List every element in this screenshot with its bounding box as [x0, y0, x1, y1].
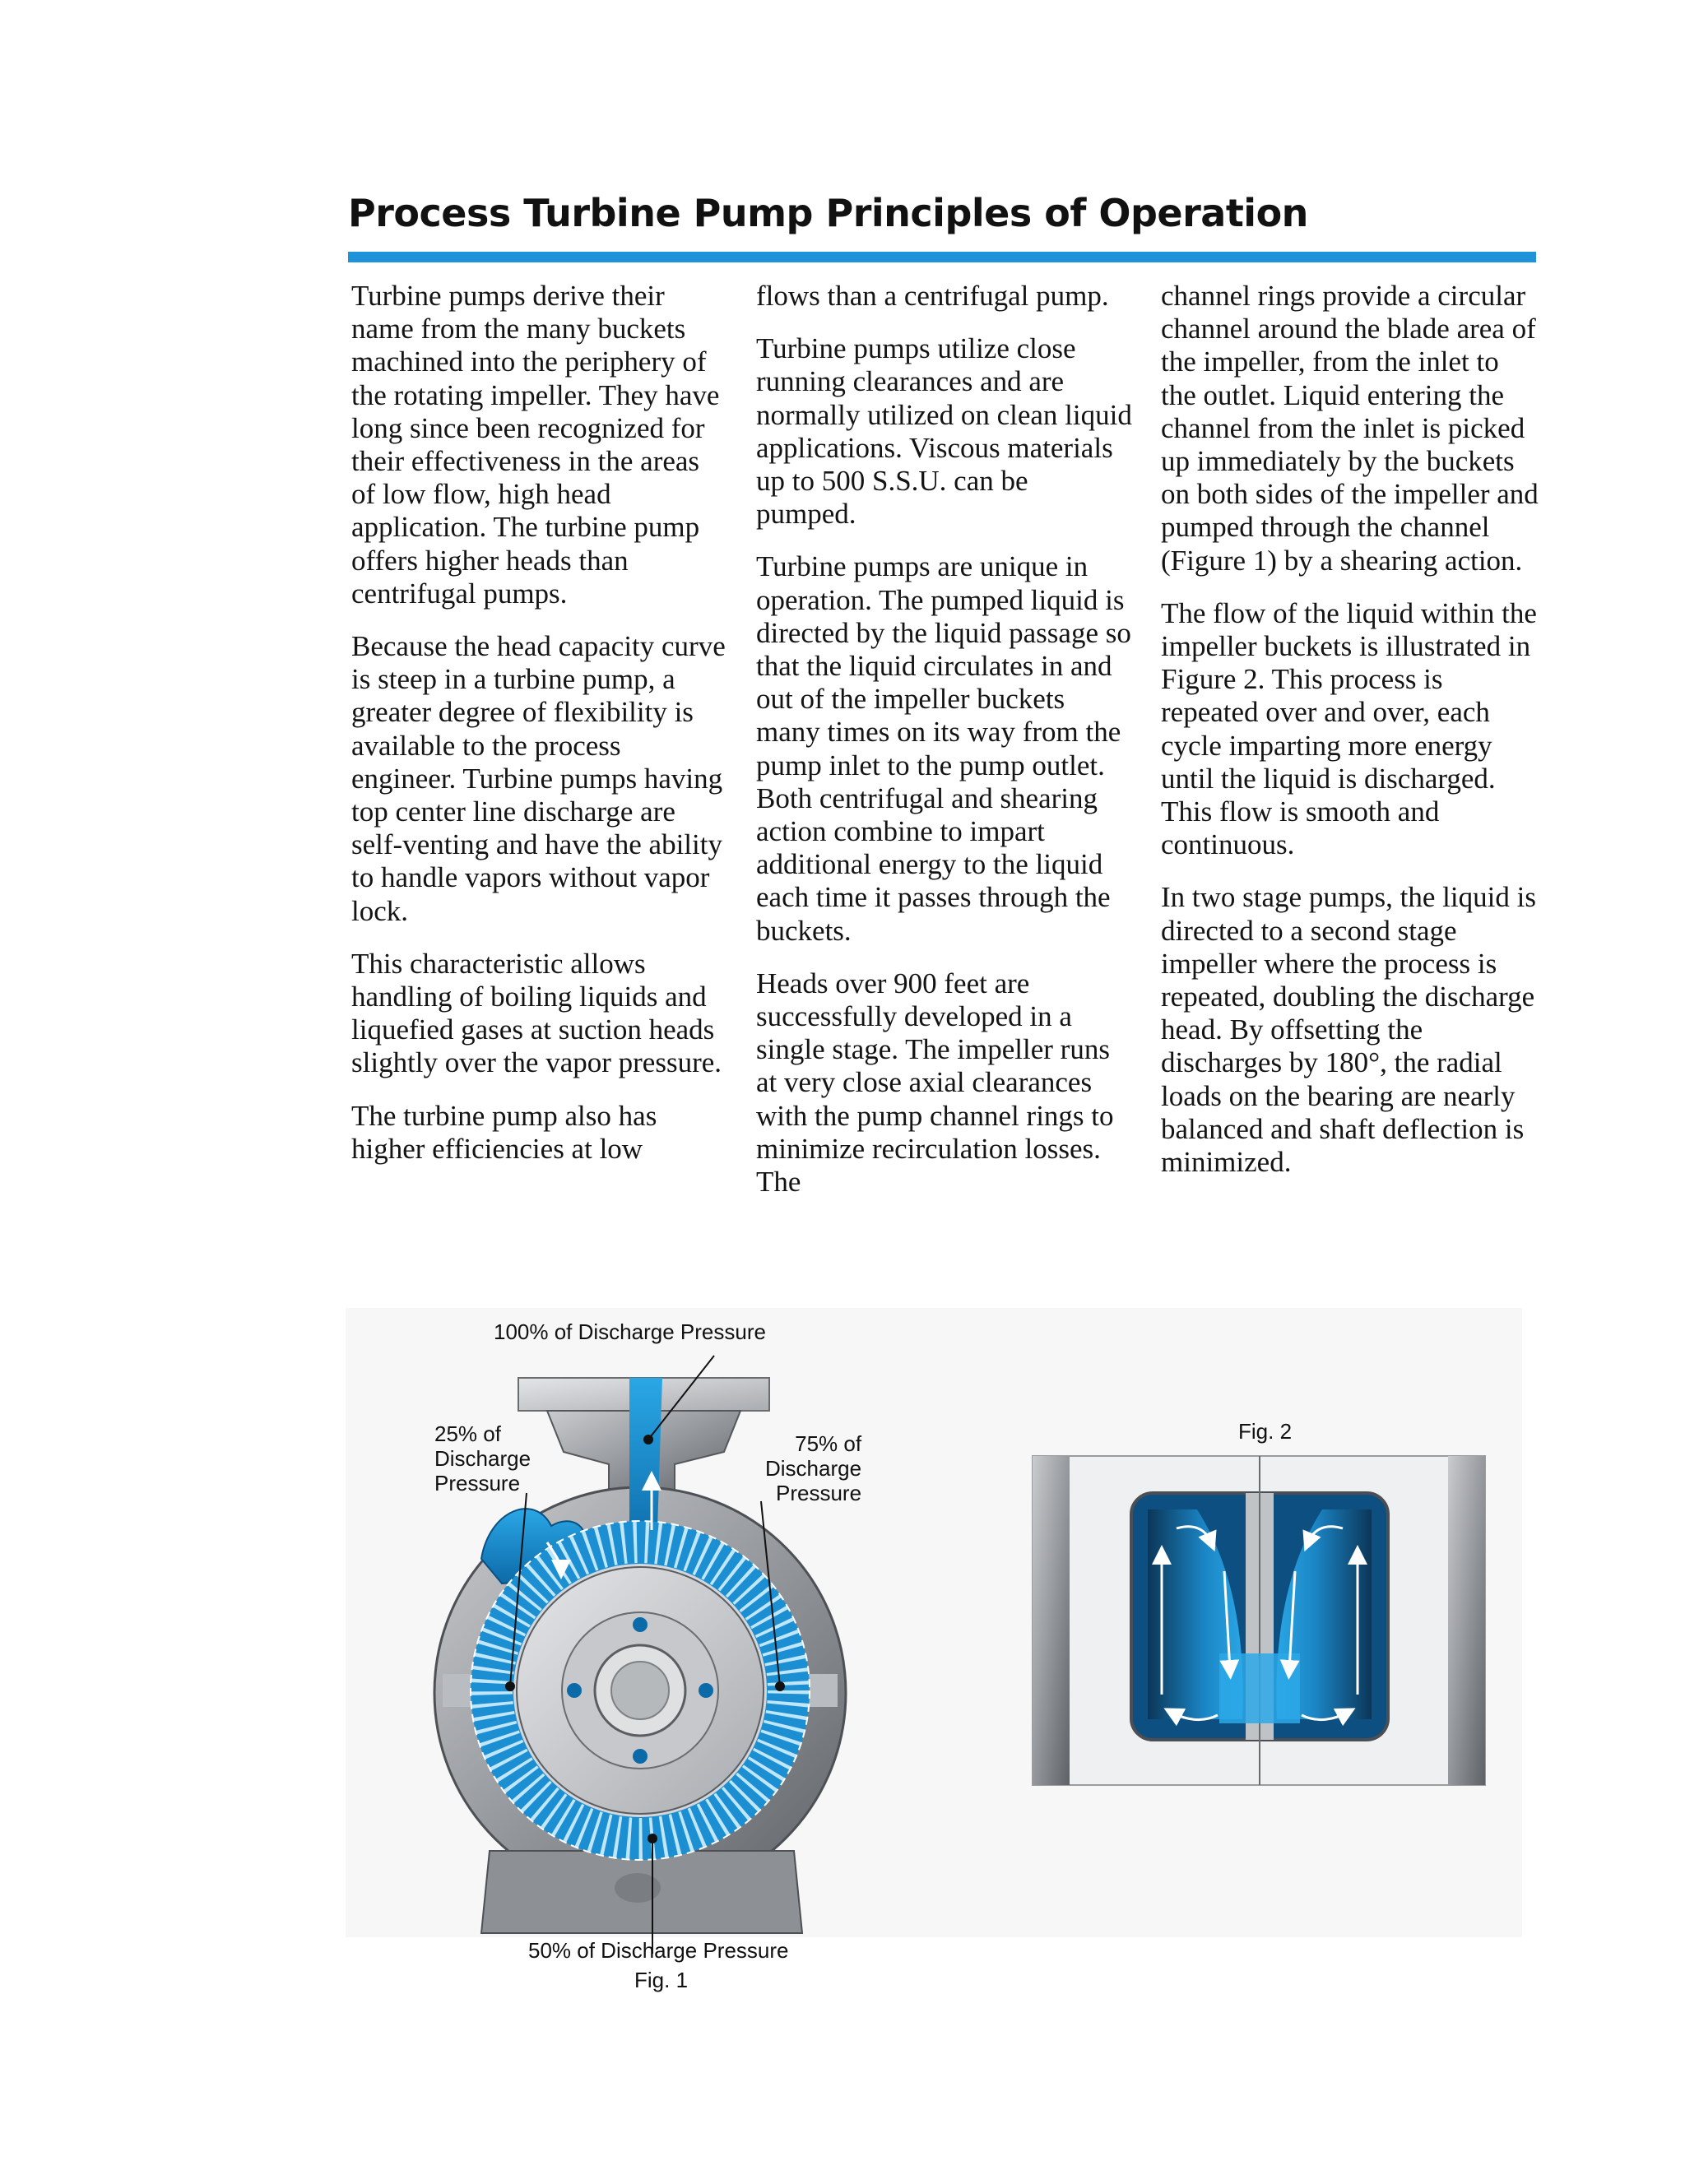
balance-hole	[633, 1749, 648, 1764]
paragraph: Turbine pumps are unique in operation. The pumped liquid is directed by the liquid passage so that the liquid circulates in and out of the impeller buckets many times on its way from the pump inlet to the pump outlet. Both centrifugal and shearing action combine to impart additional energy to the liquid each time it passes through the buckets.	[756, 550, 1131, 947]
title-rule	[348, 252, 1536, 262]
paragraph: channel rings provide a circular channel around the blade area of the impeller, from the inlet to the outlet. Liquid entering the channel from the inlet is picked up immediately by the buckets on both sides of the impeller and pumped through the channel (Figure 1) by a shearing action.	[1161, 280, 1539, 577]
paragraph: Turbine pumps utilize close running clearances and are normally utilized on clean liquid applications. Viscous materials up to 500 S.S.U. can be pumped.	[756, 332, 1132, 531]
paragraph: Heads over 900 feet are successfully developed in a single stage. The impeller runs at very close axial clearances with the pump channel rings to minimize recirculation losses. The	[756, 967, 1114, 1199]
right-wall	[1448, 1456, 1485, 1785]
pointer-dot	[775, 1681, 785, 1691]
label-line: Pressure	[434, 1471, 521, 1495]
label-75-discharge	[765, 1431, 861, 1505]
paragraph: The flow of the liquid within the impeller buckets is illustrated in Figure 2. This process is repeated over and over, each cycle imparting more energy until the liquid is discharged. This flow is smooth and continuous.	[1161, 596, 1537, 861]
paragraph: The turbine pump also has higher efficiencies at low	[351, 1099, 657, 1165]
base-boss	[615, 1873, 661, 1903]
pointer-dot	[643, 1435, 653, 1444]
paragraph: Turbine pumps derive their name from the many buckets machined into the periphery of the rotating impeller. They have long since been recognized for their effectiveness in the areas of low flow, high head application. The turbine pump offers higher heads than centrifugal pumps.	[351, 280, 720, 610]
label-line: 75% of	[795, 1431, 862, 1456]
fig2-caption: Fig. 2	[1238, 1419, 1293, 1444]
balance-hole	[633, 1617, 648, 1632]
paragraph: This characteristic allows handling of boiling liquids and liquefied gases at suction heads slightly over the vapor pressure.	[351, 947, 722, 1079]
label-50-discharge: 50% of Discharge Pressure	[528, 1938, 789, 1963]
text-column-3	[1161, 280, 1539, 1199]
balance-hole	[699, 1683, 713, 1698]
label-line: Discharge	[765, 1456, 862, 1481]
left-wall	[1033, 1456, 1070, 1785]
label-100-discharge: 100% of Discharge Pressure	[494, 1319, 766, 1344]
pointer-dot	[505, 1681, 515, 1691]
paragraph: In two stage pumps, the liquid is directed to a second stage impeller where the process is repeated, doubling the discharge head. By offsetting the discharges by 180°, the radial loads on the bearing are nearly balanced and shaft deflection is minimized.	[1161, 881, 1536, 1179]
paragraph: flows than a centrifugal pump.	[756, 280, 1109, 312]
text-column-2	[756, 280, 1135, 1218]
figures-area	[346, 1308, 1522, 2180]
text-column-1	[351, 280, 730, 1185]
label-line: 25% of	[434, 1421, 501, 1446]
label-line: Discharge	[434, 1446, 531, 1471]
fig1-caption: Fig. 1	[634, 1968, 689, 1992]
balance-hole	[567, 1683, 582, 1698]
fig2-bucket-detail	[1033, 1456, 1485, 1785]
paragraph: Because the head capacity curve is steep in a turbine pump, a greater degree of flexibility is available to the process engineer. Turbine pumps having top center line discharge are self-venting and have the ability to handle vapors without vapor lock.	[351, 630, 726, 927]
label-line: Pressure	[776, 1481, 862, 1505]
blade-tip-liquid	[1219, 1653, 1300, 1723]
shaft	[611, 1662, 669, 1719]
pointer-dot	[648, 1834, 657, 1843]
label-25-discharge	[434, 1421, 531, 1495]
page-title: Process Turbine Pump Principles of Operation	[348, 191, 1308, 235]
